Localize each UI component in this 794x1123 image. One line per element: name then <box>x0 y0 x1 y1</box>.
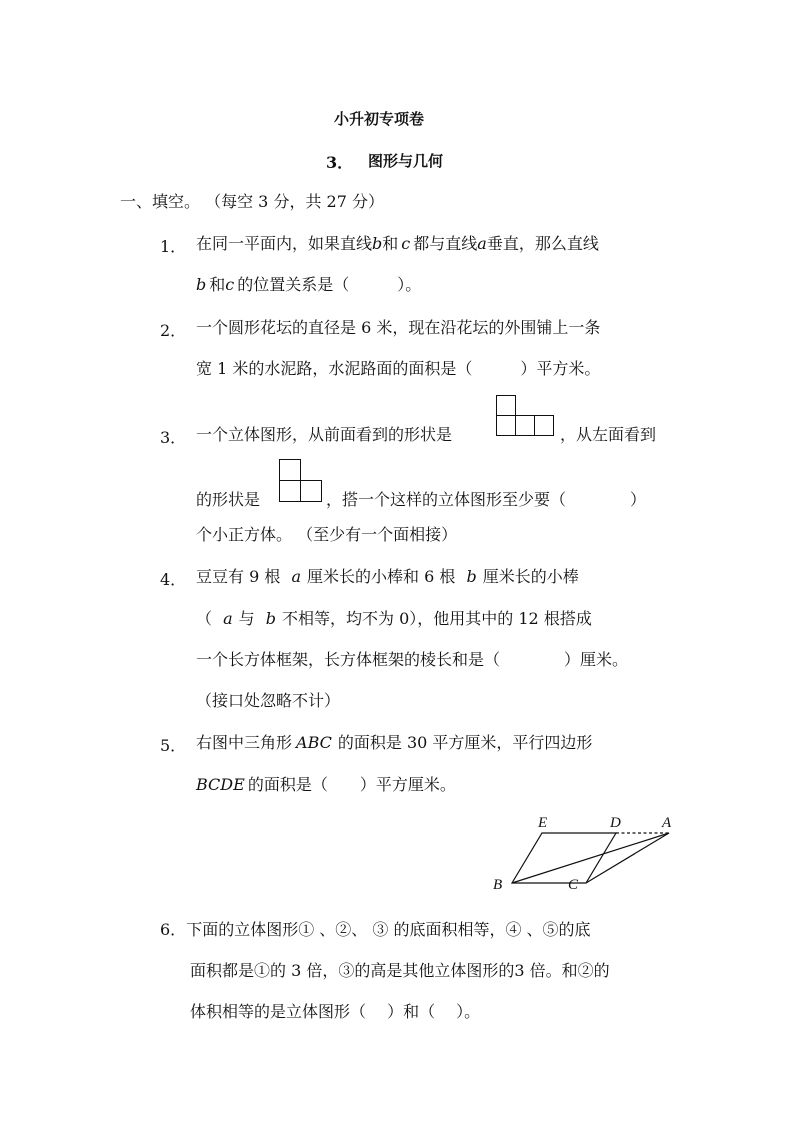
question-4-line-3: 一个长方体框架，长方体框架的棱长和是（ ）厘米。 <box>196 650 629 669</box>
q1-text: 的位置关系是（ ）。 <box>237 275 422 294</box>
question-5-line-1 <box>196 733 592 753</box>
question-2-number: 2． <box>160 321 187 340</box>
front-view-square <box>534 415 554 436</box>
left-view-figure <box>279 459 323 502</box>
left-view-square <box>279 480 301 502</box>
question-6-number: 6． <box>160 920 187 939</box>
q4-var-a: a <box>223 609 233 628</box>
q4-text: 与 <box>238 609 255 628</box>
question-5-line-2 <box>196 775 456 795</box>
q1-text: 垂直，那么直线 <box>486 234 599 253</box>
question-2-line-1: 一个圆形花坛的直径是 6 米，现在沿花坛的外围铺上一条 <box>196 318 601 337</box>
q4-text: 厘米长的小棒 <box>482 567 579 586</box>
q1-var-b: b <box>196 275 207 294</box>
q4-text: 不相等，均不为 0），他用其中的 12 根搭成 <box>282 609 592 628</box>
vertex-label-d: D <box>610 815 621 831</box>
question-1-line-1 <box>196 234 599 254</box>
q1-var-c: c <box>225 275 235 294</box>
q4-text: 厘米长的小棒和 6 根 <box>307 567 456 586</box>
parallelogram-triangle-figure <box>486 808 686 898</box>
front-view-square <box>496 415 516 436</box>
question-3-line-2a: 的形状是 <box>196 490 261 509</box>
question-6-line-3: 体积相等的是立体图形（ ）和（ ）。 <box>190 1002 481 1021</box>
q1-text: 在同一平面内，如果直线 <box>196 234 373 253</box>
vertex-label-a: A <box>662 815 672 831</box>
document-title: 小升初专项卷 <box>334 110 425 128</box>
q5-triangle-name: ABC <box>296 733 332 752</box>
question-3-line-3: 个小正方体。 （至少有一个面相接） <box>196 525 458 544</box>
front-view-figure <box>496 395 556 437</box>
vertex-label-b: B <box>493 877 503 893</box>
question-3-number: 3． <box>160 428 187 447</box>
parallelogram-bcde <box>512 833 616 883</box>
segment-ca <box>586 833 669 883</box>
question-4-line-2 <box>196 609 592 629</box>
question-4-number: 4． <box>160 570 187 589</box>
question-5-number: 5． <box>160 736 187 755</box>
q4-var-a: a <box>291 567 301 586</box>
left-view-square <box>279 459 301 481</box>
vertex-label-c: C <box>568 877 579 893</box>
q5-text: 的面积是（ ）平方厘米。 <box>247 775 456 794</box>
front-view-square <box>496 395 516 416</box>
q5-text: 右图中三角形 <box>196 733 293 752</box>
question-6-line-2: 面积都是①的 3 倍，③的高是其他立体图形的3 倍。和②的 <box>190 961 610 980</box>
question-2-line-2: 宽 1 米的水泥路，水泥路面的面积是（ ）平方米。 <box>196 359 601 378</box>
q1-var-a: a <box>477 234 487 253</box>
q6-text: 下面的立体图形① 、②、 ③ 的底面积相等，④ 、⑤的底 <box>186 920 591 939</box>
front-view-square <box>515 415 535 436</box>
q5-text: 的面积是 30 平方厘米，平行四边形 <box>337 733 593 752</box>
part-heading: 一、填空。 （每空 3 分，共 27 分） <box>120 192 384 211</box>
question-3-line-1a: 一个立体图形，从前面看到的形状是 <box>196 425 453 444</box>
q1-text: 都与直线 <box>413 234 478 253</box>
question-6-line-1 <box>160 920 591 940</box>
question-1-line-2 <box>196 275 421 295</box>
question-3-line-2b: ，搭一个这样的立体图形至少要（ ） <box>326 490 647 509</box>
q4-text: 豆豆有 9 根 <box>196 567 281 586</box>
question-4-line-4: （接口处忽略不计） <box>196 691 341 710</box>
question-1-number: 1． <box>160 237 187 256</box>
q1-var-c: c <box>401 234 411 253</box>
vertex-label-e: E <box>538 815 548 831</box>
q1-text: 和 <box>209 275 226 294</box>
question-4-line-1 <box>196 567 579 587</box>
q4-var-b: b <box>466 567 477 586</box>
q1-var-b: b <box>372 234 383 253</box>
question-3-line-1b: ，从左面看到 <box>560 425 657 444</box>
left-view-square <box>300 480 322 502</box>
section-title: 图形与几何 <box>368 152 444 170</box>
q4-var-b: b <box>265 609 277 628</box>
q4-text: （ <box>196 609 213 628</box>
q5-parallelogram-name: BCDE <box>196 775 245 794</box>
section-number: 3． <box>326 153 354 172</box>
q1-text: 和 <box>382 234 399 253</box>
